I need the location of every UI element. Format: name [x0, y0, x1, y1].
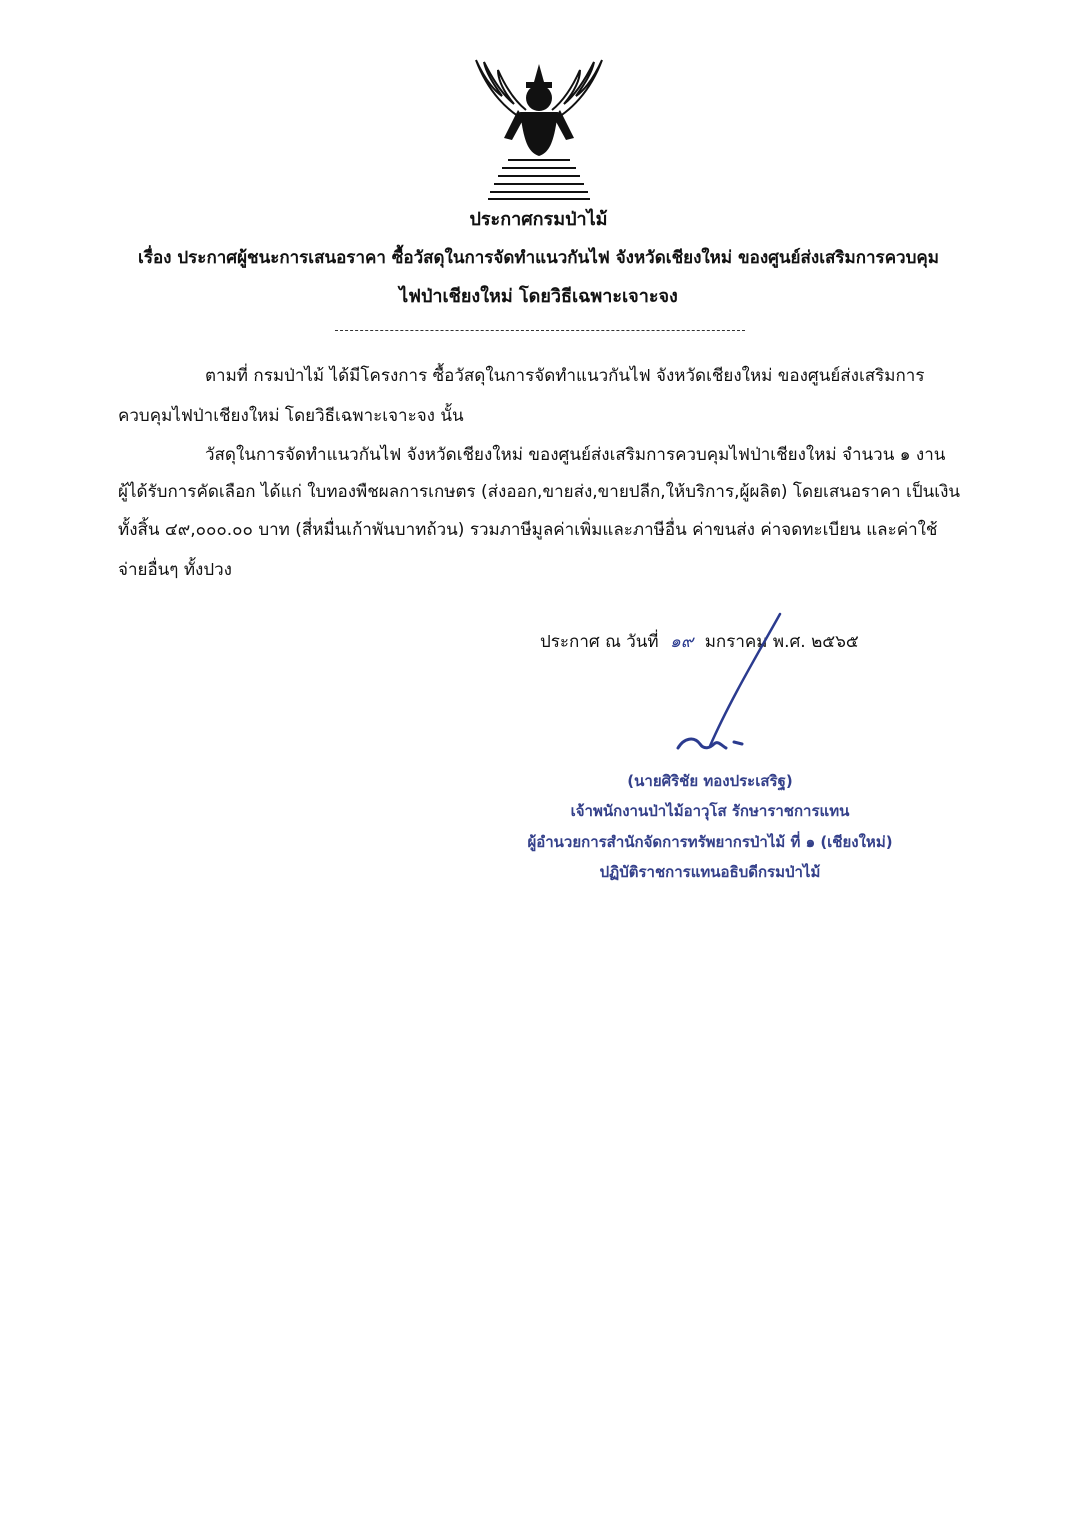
signatory-position-3: ปฏิบัติราชการแทนอธิบดีกรมป่าไม้ [599, 863, 821, 881]
document-title: ประกาศกรมป่าไม้ [469, 209, 608, 230]
subject-line-1: เรื่อง ประกาศผู้ชนะการเสนอราคา ซื้อวัสดุในการจัดทำแนวกันไฟ จังหวัดเชียงใหม่ ของศูนย์ส่งเสริมการควบคุม [138, 248, 939, 268]
date-month-year: มกราคม พ.ศ. ๒๕๖๕ [704, 632, 859, 652]
subject-line-2: ไฟป่าเชียงใหม่ โดยวิธีเฉพาะเจาะจง [399, 286, 678, 307]
garuda-emblem-icon [468, 52, 610, 202]
signatory-position-1: เจ้าพนักงานป่าไม้อาวุโส รักษาราชการแทน [570, 802, 850, 820]
date-prefix: ประกาศ ณ วันที่ [540, 632, 659, 652]
divider-rule [335, 330, 745, 331]
handwritten-signature [660, 610, 790, 760]
paragraph-2-line-3: ทั้งสิ้น ๔๙,๐๐๐.๐๐ บาท (สี่หมื่นเก้าพันบาทถ้วน) รวมภาษีมูลค่าเพิ่มและภาษีอื่น ค่าขนส่ง ค่าจดทะเบียน และค่าใช้ [118, 520, 938, 540]
paragraph-1-line-2: ควบคุมไฟป่าเชียงใหม่ โดยวิธีเฉพาะเจาะจง นั้น [118, 406, 464, 426]
date-day: ๑๙ [670, 632, 694, 652]
paragraph-2-line-1: วัสดุในการจัดทำแนวกันไฟ จังหวัดเชียงใหม่ ของศูนย์ส่งเสริมการควบคุมไฟป่าเชียงใหม่ จำนวน ๑ งาน [205, 445, 946, 465]
paragraph-1-line-1: ตามที่ กรมป่าไม้ ได้มีโครงการ ซื้อวัสดุในการจัดทำแนวกันไฟ จังหวัดเชียงใหม่ ของศูนย์ส่งเสริมการ [205, 366, 925, 386]
paragraph-2-line-4: จ่ายอื่นๆ ทั้งปวง [118, 560, 232, 580]
signatory-name: (นายศิริชัย ทองประเสริฐ) [627, 772, 793, 790]
paragraph-2-line-2: ผู้ได้รับการคัดเลือก ได้แก่ ใบทองพืชผลการเกษตร (ส่งออก,ขายส่ง,ขายปลีก,ให้บริการ,ผู้ผลิต) โดยเสนอราคา เป็นเงิน [118, 482, 961, 502]
signatory-position-2: ผู้อำนวยการสำนักจัดการทรัพยากรป่าไม้ ที่ ๑ (เชียงใหม่) [527, 833, 893, 851]
